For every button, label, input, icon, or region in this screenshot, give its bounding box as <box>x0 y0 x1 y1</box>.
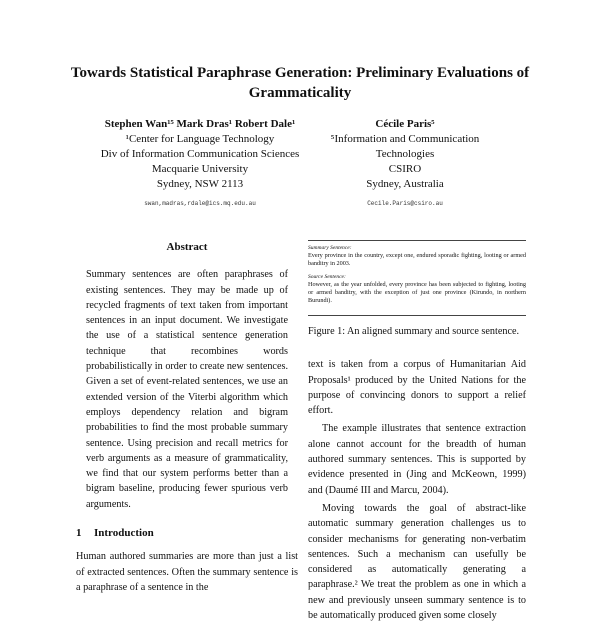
affiliation-line: Sydney, Australia <box>366 178 444 190</box>
summary-label: Summary Sentence: <box>308 245 352 251</box>
section-number: 1 <box>76 527 82 540</box>
affiliation-line: CSIRO <box>388 163 422 175</box>
figure-caption: Figure 1: An aligned summary and source sentence. <box>308 326 520 337</box>
author-names-left: Stephen Wan¹⁵ Mark Dras¹ Robert Dale¹ <box>104 118 296 130</box>
figure-1 <box>308 241 526 305</box>
author-block-right <box>330 117 480 211</box>
source-label: Source Sentence: <box>308 274 346 280</box>
right-column <box>308 240 526 623</box>
affiliation-line: Macquarie University <box>151 163 249 175</box>
body-paragraph: text is taken from a corpus of Humanitarian Aid Proposals¹ produced by the United Nations for the purpose of convincing donors to support a relief effort. <box>308 359 526 417</box>
abstract-text: Summary sentences are often paraphrases of existing sentences. They may be made up of recycled fragments of text taken from important sentences in an input document. We investigate the use of a statistical sentence generation technique that recombines words probabilistically in order to create new sentences. Given a set of event-related sentences, we use an extended version of the Viterbi algorithm which employs dependency relation and bigram probabilities to find the most probable summary sentence. Using precision and recall metrics for verb arguments as a measure of grammaticality, we find that our system performs better than a bigram baseline, producing fewer spurious verb arguments. <box>86 269 288 510</box>
source-text: However, as the year unfolded, every province has been subjected to fighting, looting or armed banditry, with the exception of just one province (Kirundo, in northern Burundi). <box>308 281 526 304</box>
intro-paragraph: Human authored summaries are more than just a list of extracted sentences. Often the summary sentence is a paraphrase of a sentence in the <box>76 551 298 593</box>
left-column <box>76 240 298 595</box>
summary-text: Every province in the country, except one, endured sporadic fighting, looting or armed banditry in 2003. <box>308 252 526 267</box>
email-right: Cecile.Paris@csiro.au <box>367 200 443 207</box>
affiliation-line: ¹Center for Language Technology <box>125 133 275 145</box>
affiliation-line: Div of Information Communication Sciences <box>100 148 300 160</box>
section-heading <box>76 526 298 541</box>
affiliation-line: Sydney, NSW 2113 <box>156 178 244 190</box>
author-block-left <box>70 117 330 211</box>
paper-title: Towards Statistical Paraphrase Generation: Preliminary Evaluations of Grammaticality <box>70 65 530 101</box>
body-paragraph: The example illustrates that sentence extraction alone cannot account for the breadth of human authored summary sentences. This is supported by evidence presented in (Jing and McKeown, 1999) and (Daumé III and Marcu, 2004). <box>308 423 526 496</box>
affiliation-line: Technologies <box>375 148 435 160</box>
author-names-right: Cécile Paris⁵ <box>375 118 435 130</box>
abstract-heading: Abstract <box>166 241 208 253</box>
affiliation-line: ⁵Information and Communication <box>330 133 480 145</box>
section-title: Introduction <box>94 527 154 540</box>
email-left: swan,madras,rdale@ics.mq.edu.au <box>144 200 256 207</box>
body-paragraph: Moving towards the goal of abstract-like automatic summary generation challenges us to consider mechanisms for generating non-verbatim sentences. Such a mechanism can usefully be considered as automatically generating a paraphrase.² We treat the problem as one in which a new and previously unseen summary sentence is to be automatically produced given some closely <box>308 502 526 622</box>
